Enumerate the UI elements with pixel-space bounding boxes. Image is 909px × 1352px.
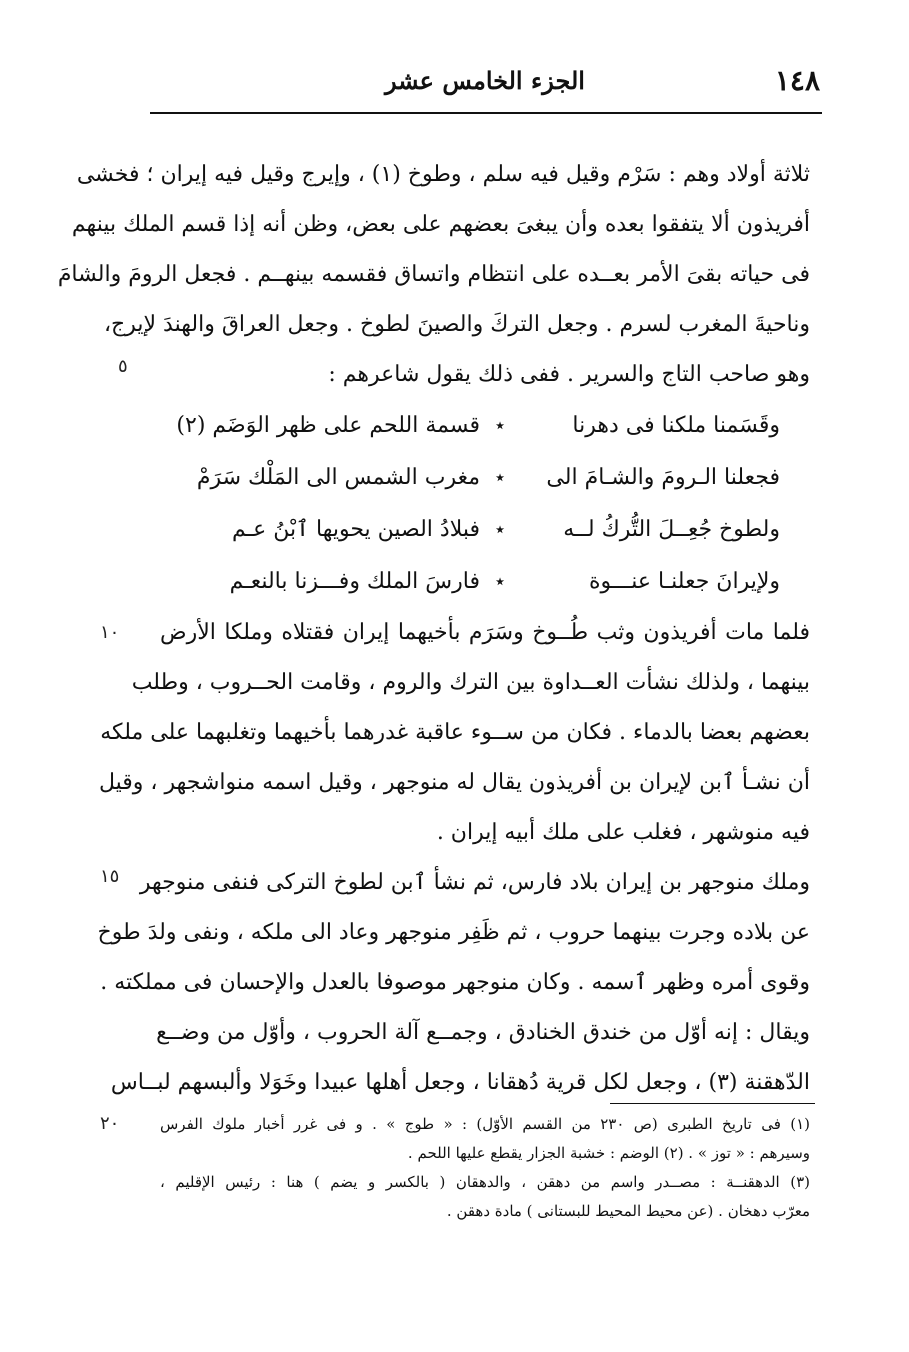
header-rule bbox=[150, 112, 822, 114]
text-line: وناحيةَ المغرب لسرم . وجعل التركَ والصينَ لطوخ . وجعل العراقَ والهندَ لإيرج، bbox=[103, 312, 810, 337]
text-line: وقوى أمره وظهر ٱسمه . وكان منوجهر موصوفا بالعدل والإحسان فى مملكته . bbox=[100, 970, 810, 995]
text-line: عن بلاده وجرت بينهما حروب ، ثم ظَفِر منوجهر وعاد الى ملكه ، ونفى ولدَ طوخ bbox=[97, 920, 810, 945]
page-number: ١٤٨ bbox=[774, 64, 820, 97]
verse-hemistich: فارسَ الملك وفـــزنا بالنعـم bbox=[229, 569, 480, 594]
text-line: أفريذون ألا يتفقوا بعده وأن يبغىَ بعضهم على بعض، وظن أنه إذا قسم الملك بينهم bbox=[71, 212, 810, 237]
poem-verse bbox=[160, 504, 810, 556]
page-header bbox=[150, 60, 820, 108]
text-line: ويقال : إنه أوّل من خندق الخنادق ، وجمــع آلة الحروب ، وأوّل من وضــع bbox=[156, 1020, 810, 1045]
footnote-rule bbox=[610, 1103, 815, 1104]
margin-line-number: ١٠ bbox=[100, 622, 120, 643]
text-line: بينهما ، ولذلك نشأت العــداوة بين الترك والروم ، وقامت الحــروب ، وطلب bbox=[131, 670, 810, 695]
text-line: الدّهقنة (٣) ، وجعل لكل قرية دُهقانا ، وجعل أهلها عبيدا وخَوَلا وألبسهم لبــاس bbox=[110, 1070, 810, 1095]
verse-hemistich: ولطوخ جُعِــلَ التُّركُ لــه bbox=[563, 517, 780, 542]
verse-separator: ٭ bbox=[495, 519, 505, 540]
margin-line-number: ٥ bbox=[118, 356, 128, 377]
margin-line-number: ٢٠ bbox=[100, 1113, 120, 1134]
footnote-line: (١) فى تاريخ الطبرى (ص ٢٣٠ من القسم الأوّل) : « طوج » . و فى غرر أخبار ملوك الفرس bbox=[160, 1115, 810, 1133]
footnotes bbox=[160, 1110, 810, 1226]
verse-hemistich: قسمة اللحم على ظهر الوَضَم (٢) bbox=[176, 413, 480, 438]
poem-verse bbox=[160, 400, 810, 452]
verse-hemistich: مغرب الشمس الى المَلْك سَرَمْ bbox=[196, 465, 480, 490]
text-line: فلما مات أفريذون وثب طُــوخ وسَرَم بأخيهما إيران فقتلاه وملكا الأرض bbox=[160, 620, 810, 645]
footnote-line: وسيرهم : « توز » . (٢) الوضم : خشبة الجزار يقطع عليها اللحم . bbox=[407, 1144, 810, 1162]
verse-separator: ٭ bbox=[495, 571, 505, 592]
text-line: وملك منوجهر بن إيران بلاد فارس، ثم نشأ ٱبن لطوخ التركى فنفى منوجهر bbox=[139, 870, 810, 895]
text-line: فى حياته بقىَ الأمر بعــده على انتظام واتساق فقسمه بينهــم . فجعل الرومَ والشامَ bbox=[57, 262, 810, 287]
footnote-line: (٣) الدهقنــة : مصــدر واسم من دهقن ، والدهقان ( بالكسر و يضم ) هنا : رئيس الإقليم ، bbox=[160, 1173, 810, 1191]
verse-separator: ٭ bbox=[495, 415, 505, 436]
text-line: أن نشـأ ٱبن لإيران بن أفريذون يقال له منوجهر ، وقيل اسمه منواشجهر ، وقيل bbox=[98, 770, 810, 795]
verse-hemistich: فجعلنا الـرومَ والشـامَ الى bbox=[546, 465, 780, 490]
margin-line-number: ١٥ bbox=[100, 866, 120, 887]
verse-hemistich: وقَسَمنا ملكنا فى دهرنا bbox=[572, 413, 780, 438]
text-line: ثلاثة أولاد وهم : سَرْم وقيل فيه سلم ، وطوخ (١) ، وإيرج وقيل فيه إيران ؛ فخشى bbox=[76, 162, 810, 187]
poem-verse bbox=[160, 452, 810, 504]
poem-verse bbox=[160, 556, 810, 608]
verse-hemistich: فبلادُ الصين يحويها ٱبْنُ عـم bbox=[232, 517, 480, 542]
running-title: الجزء الخامس عشر bbox=[385, 66, 585, 95]
text-line: فيه منوشهر ، فغلب على ملك أبيه إيران . bbox=[436, 820, 810, 845]
text-line: بعضهم بعضا بالدماء . فكان من ســوء عاقبة غدرهما بأخيهما وتغلبهما على ملكه bbox=[100, 720, 810, 745]
verse-separator: ٭ bbox=[495, 467, 505, 488]
footnote-line: معرّب دهخان . (عن محيط المحيط للبستانى ) مادة دهقن . bbox=[446, 1202, 810, 1220]
verse-hemistich: ولإيرانَ جعلنـا عنـــوة bbox=[589, 569, 780, 594]
text-line: وهو صاحب التاج والسرير . ففى ذلك يقول شاعرهم : bbox=[328, 362, 810, 387]
